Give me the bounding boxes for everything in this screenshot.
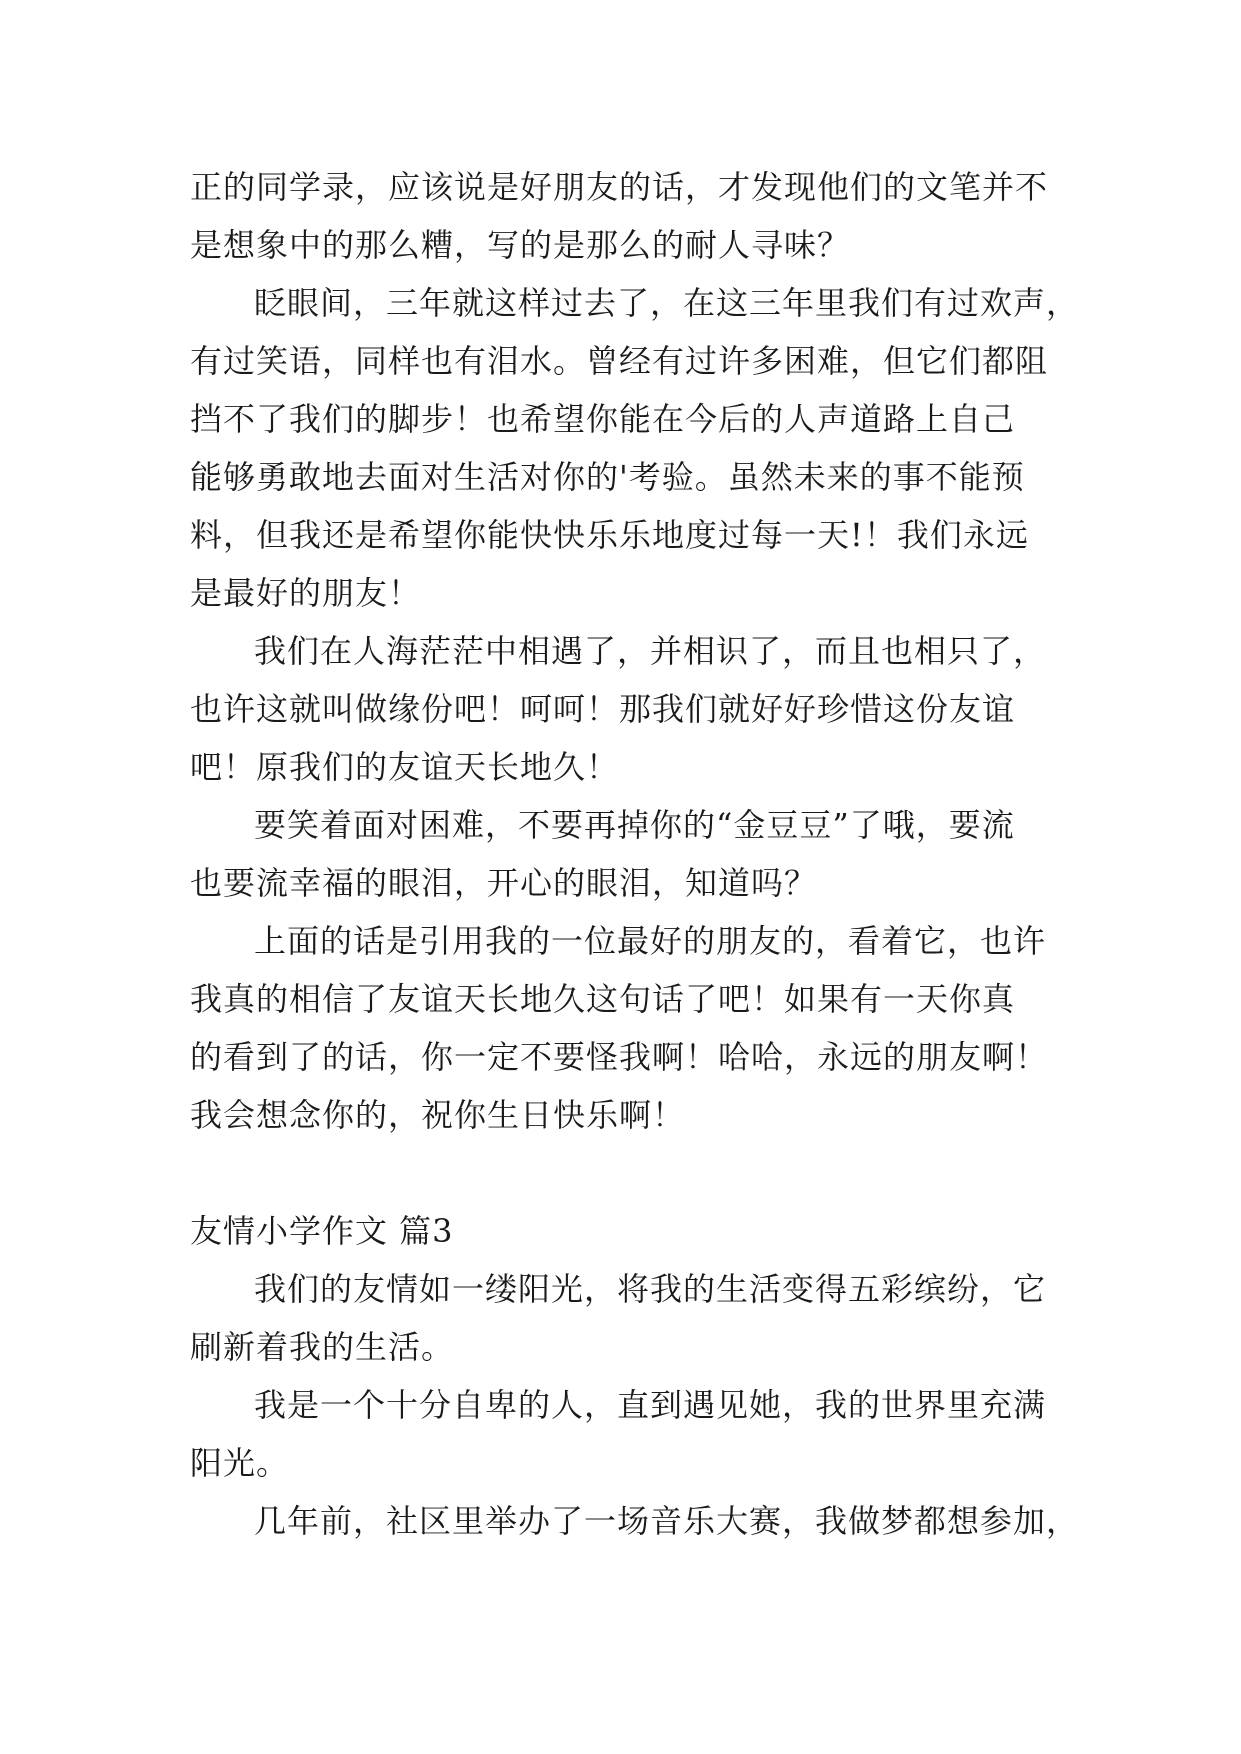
section-gap bbox=[190, 1144, 1070, 1202]
text-line: 吧！原我们的友谊天长地久！ bbox=[190, 748, 620, 786]
text-line: 也许这就叫做缘份吧！呵呵！那我们就好好珍惜这份友谊 bbox=[190, 690, 1016, 728]
paragraph-start: 几年前，社区里举办了一场音乐大赛，我做梦都想参加， bbox=[254, 1502, 1080, 1540]
section-heading: 友情小学作文 篇3 bbox=[190, 1212, 454, 1250]
text-line: 的看到了的话，你一定不要怪我啊！哈哈，永远的朋友啊！ bbox=[190, 1038, 1049, 1076]
text-line: 阳光。 bbox=[190, 1444, 290, 1482]
text-line: 能够勇敢地去面对生活对你的'考验。虽然未来的事不能预 bbox=[190, 458, 1025, 496]
text-line: 料，但我还是希望你能快快乐乐地度过每一天!！我们永远 bbox=[190, 516, 1029, 554]
paragraph-start: 眨眼间，三年就这样过去了，在这三年里我们有过欢声， bbox=[254, 284, 1080, 322]
text-line: 也要流幸福的眼泪，开心的眼泪，知道吗？ bbox=[190, 864, 818, 902]
paragraph-start: 我们的友情如一缕阳光，将我的生活变得五彩缤纷，它 bbox=[254, 1270, 1047, 1308]
text-line: 是想象中的那么糟，写的是那么的耐人寻味？ bbox=[190, 226, 851, 264]
paragraph-start: 要笑着面对困难，不要再掉你的“金豆豆”了哦，要流 bbox=[254, 806, 1015, 844]
text-line: 正的同学录，应该说是好朋友的话，才发现他们的文笔并不 bbox=[190, 168, 1049, 206]
paragraph-start: 我们在人海茫茫中相遇了，并相识了，而且也相只了， bbox=[254, 632, 1047, 670]
text-line: 刷新着我的生活。 bbox=[190, 1328, 455, 1366]
document-body bbox=[190, 158, 1080, 1550]
text-line: 我真的相信了友谊天长地久这句话了吧！如果有一天你真 bbox=[190, 980, 1016, 1018]
text-line: 我会想念你的，祝你生日快乐啊！ bbox=[190, 1096, 686, 1134]
text-line: 是最好的朋友！ bbox=[190, 574, 422, 612]
paragraph-start: 上面的话是引用我的一位最好的朋友的，看着它，也许 bbox=[254, 922, 1047, 960]
text-line: 挡不了我们的脚步！也希望你能在今后的人声道路上自己 bbox=[190, 400, 1016, 438]
paragraph-start: 我是一个十分自卑的人，直到遇见她，我的世界里充满 bbox=[254, 1386, 1047, 1424]
text-line: 有过笑语，同样也有泪水。曾经有过许多困难，但它们都阻 bbox=[190, 342, 1049, 380]
